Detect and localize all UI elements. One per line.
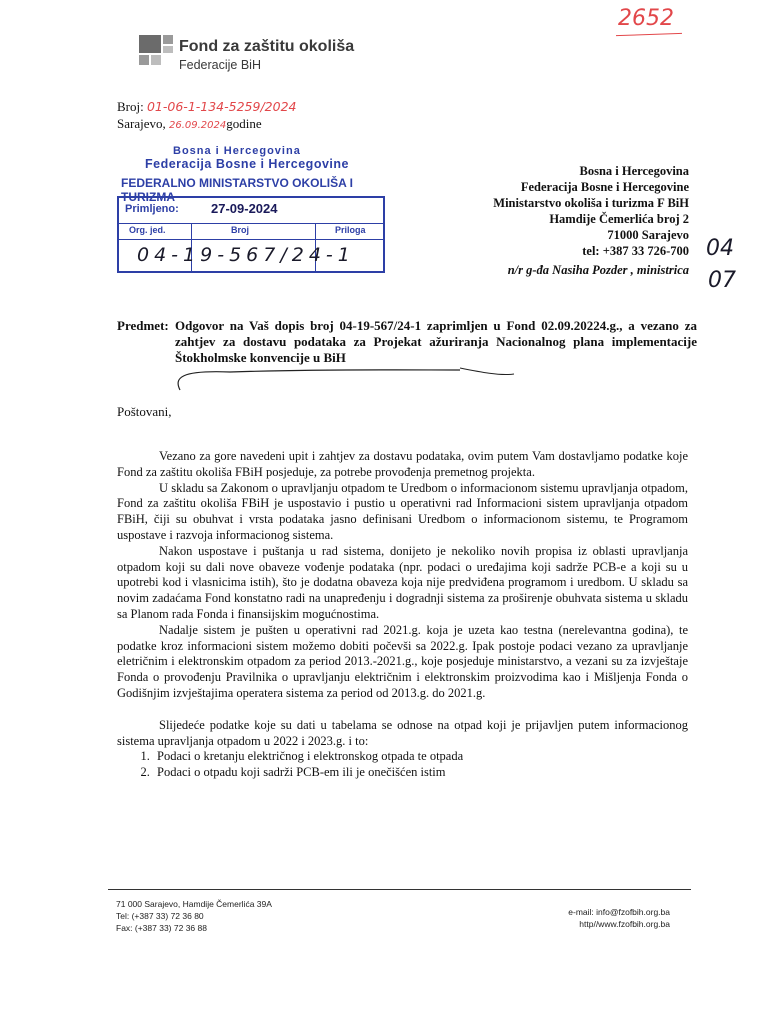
body-paragraph: Vezano za gore navedeni upit i zahtjev za dostavu podataka, ovim putem Vam dostavljamo podatke koje Fond za zaštitu okoliša FBiH posjeduje, za potrebe provođenja premetnog projekta. <box>117 449 688 479</box>
reference-date-value: 26.09.2024 <box>168 120 227 131</box>
handwritten-underline <box>616 33 682 36</box>
stamp-col-broj: Broj <box>231 225 249 235</box>
reference-number-label: Broj: <box>117 99 144 114</box>
logo-mark <box>163 46 173 53</box>
stamp-line-3: FEDERALNO MINISTARSTVO OKOLIŠA I TURIZMA <box>121 176 354 204</box>
footer-web[interactable]: http//www.fzofbih.org.ba <box>579 919 670 929</box>
handwritten-registry-number: 2652 <box>618 6 674 31</box>
logo-mark <box>151 55 161 65</box>
recipient-line: Federacija Bosne i Hercegovine <box>520 180 689 194</box>
subject <box>117 318 697 366</box>
reference-number-value: 01-06-1-134-5259/2024 <box>146 99 297 114</box>
logo-mark <box>163 35 173 44</box>
recipient-line: tel: +387 33 726-700 <box>582 244 689 258</box>
stamp-line-1: Bosna i Hercegovina <box>173 145 301 157</box>
list-item: 2. Podaci o otpadu koji sadrži PCB-em ili je onečišćen istim <box>153 765 688 781</box>
recipient-line: Ministarstvo okoliša i turizma F BiH <box>493 196 689 210</box>
footer-contact <box>116 898 272 934</box>
reference-date-line <box>117 116 262 132</box>
footer-address: 71 000 Sarajevo, Hamdije Čemerlića 39A <box>116 899 272 909</box>
footer-tel: Tel: (+387 33) 72 36 80 <box>116 911 204 921</box>
stamp-received-date: 27-09-2024 <box>211 201 278 216</box>
stamp-col-priloga: Priloga <box>335 225 366 235</box>
reception-stamp <box>117 145 389 275</box>
stamp-received-label: Primljeno: <box>125 203 179 215</box>
stamp-line-2: Federacija Bosne i Hercegovine <box>145 157 349 171</box>
footer-online <box>568 906 670 930</box>
handwritten-scribble <box>170 360 520 400</box>
logo-subtitle: Federacije BiH <box>179 58 261 72</box>
logo-mark <box>139 55 149 65</box>
subject-label: Predmet: <box>117 318 169 333</box>
subject-text: Odgovor na Vaš dopis broj 04-19-567/24-1 zaprimljen u Fond 02.09.20224.g., a vezano za zahtjev za dostavu podataka za Projekat ažuriranja Nacionalnog plana implementacije Štokholmske konvencije u BiH <box>175 318 697 365</box>
letter-body <box>117 449 688 781</box>
body-paragraph: U skladu sa Zakonom o upravljanju otpadom te Uredbom o informacionom sistemu upravljanja otpadom, Fond za zaštitu okoliša FBiH je uspostavio i pustio u operativni rad Informacioni sistem upravljanja otpadom FBiH, čiji su obuhvat i vrsta podataka jasno definisani Uredbom o informacionom sistemu, te Programom uspostave i razvoja informacionog sistema. <box>117 480 688 542</box>
logo-title: Fond za zaštitu okoliša <box>179 38 355 55</box>
footer-fax: Fax: (+387 33) 72 36 88 <box>116 923 207 933</box>
recipient-line: Hamdije Čemerlića broj 2 <box>549 212 689 226</box>
margin-note: 04 <box>706 236 734 261</box>
body-paragraph: Slijedeće podatke koje su dati u tabelama se odnose na otpad koji je prijavljen putem informacionog sistema upravljanja otpadom u 2022 i 2023.g. i to: <box>117 717 688 748</box>
fund-logo <box>139 35 359 75</box>
recipient-attention: n/r g-đa Nasiha Pozder , ministrica <box>507 263 689 277</box>
body-paragraph: Nakon uspostave i puštanja u rad sistema, donijeto je nekoliko novih propisa iz oblasti upravljanja otpadom koji su dali nove obaveze vođenje podataka (npr. podaci o uređajima koji sadrže PCB-e a koji su u upotrebi kod i vlasnicima istih), što je dodatna obaveza koja nije predviđena programom i uredbom. U skladu sa novim zadaćama Fond konstatno radi na unapređenju i dogradnji sistema za proširenje obuhvata sistema u skladu sa Planom rada Fonda i finansijskim mogućnostima. <box>117 543 688 621</box>
stamp-handwritten-number: 04-19-567/24-1 <box>137 244 355 266</box>
stamp-col-org: Org. jed. <box>129 225 166 235</box>
reference-number-line <box>117 99 296 115</box>
data-list <box>117 749 688 781</box>
recipient-line: Bosna i Hercegovina <box>579 164 689 178</box>
logo-mark <box>139 35 161 53</box>
footer-email[interactable]: e-mail: info@fzofbih.org.ba <box>568 907 670 917</box>
margin-note: 07 <box>708 268 736 293</box>
recipient-address <box>493 163 689 259</box>
body-paragraph: Nadalje sistem je pušten u operativni rad 2021.g. koja je uzeta kao testna (nerelevantna godina), te podatke kroz informacioni sistem možemo dobiti počevši sa 2022.g. Ipak postoje podaci vezano za upravljanje eletričnim i elektronskim otpadom za period 2013.-2021.g., koje posjeduje ministarstvo, a vezani su za izvještaje Fonda o provođenju Pravilnika o upravljanju električnim i elektronskim proizvodima kao i Mišljenja Fonda o Godišnjim izvještajima operatera sistema za period od 2013.g. do 2021.g. <box>117 622 688 700</box>
date-suffix: godine <box>226 116 262 131</box>
stamp-received-row <box>119 198 383 224</box>
place-label: Sarajevo, <box>117 116 166 131</box>
list-item: 1. Podaci o kretanju električnog i elektronskog otpada te otpada <box>153 749 688 765</box>
recipient-line: 71000 Sarajevo <box>607 228 689 242</box>
footer-divider <box>108 889 691 890</box>
stamp-header-row <box>119 223 383 240</box>
greeting: Poštovani, <box>117 404 172 419</box>
stamp-box <box>117 196 385 273</box>
